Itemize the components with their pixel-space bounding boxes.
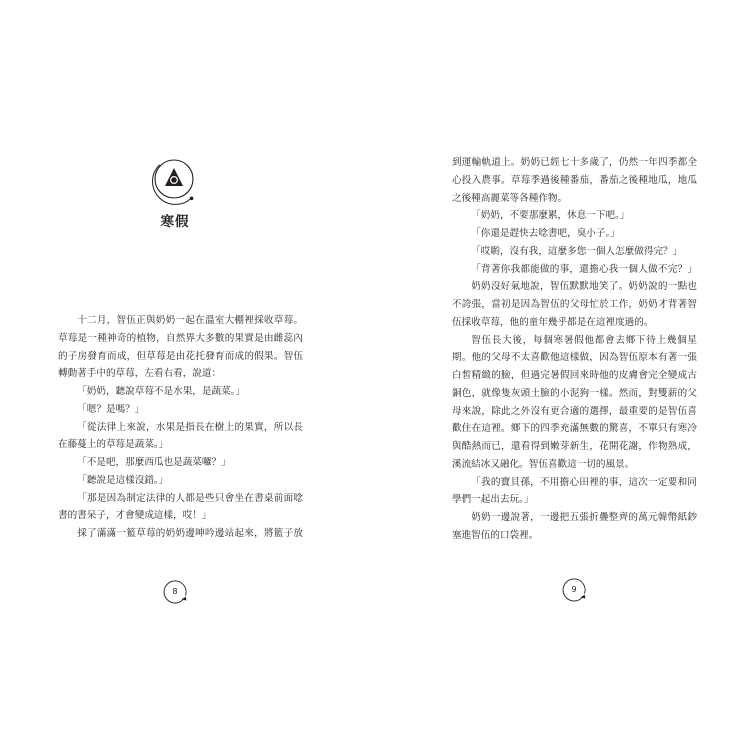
text-line: 之後種高麗菜等各種作物。 xyxy=(452,192,568,204)
text-line: 學們一起出去玩。」 xyxy=(452,494,534,506)
text-line: 草莓是一種神奇的植物，自然界大多數的果實是由雌蕊內 xyxy=(58,332,303,344)
text-line: 「不是吧，那麼西瓜也是蔬菜囉？」 xyxy=(77,457,231,468)
text-line: 智伍長大後，每個寒暑假他都會去鄉下待上幾個星 xyxy=(471,334,697,346)
text-line: 「我的寶貝孫，不用擔心田裡的事，這次一定要和同 xyxy=(471,476,697,488)
page-number: 9 xyxy=(571,585,577,594)
page-number-badge xyxy=(161,578,191,608)
text-line: 塞進智伍的口袋裡。 xyxy=(452,529,539,541)
text-line: 伍採收草莓，他的童年幾乎都是在這裡度過的。 xyxy=(452,316,654,328)
text-line: 與酷熱而已，還看得到嫩芽新生，花開花謝，作物熟成， xyxy=(452,441,697,452)
text-line: 在藤蔓上的草莓是蔬菜。」 xyxy=(58,439,169,451)
text-line: 溪流結冰又融化。智伍喜歡這一切的風景。 xyxy=(452,458,635,470)
right-page-body xyxy=(452,154,697,545)
text-line: 「聽說是這樣沒錯。」 xyxy=(77,474,169,486)
text-line: 歡住在這裡。鄉下的四季充滿無數的驚喜，不單只有寒冷 xyxy=(452,423,697,435)
orbit-triangle-icon xyxy=(145,150,205,210)
text-line: 奶奶一邊說著，一邊把五張折疊整齊的萬元韓幣紙鈔 xyxy=(471,512,697,523)
text-line: 「哎喲，沒有我，這麼多您一個人怎麼做得完？」 xyxy=(471,245,683,257)
text-line: 「背著你我都能做的事，還擔心我一個人做不完？」 xyxy=(471,263,697,275)
text-line: 「奶奶，不要那麼累，休息一下吧。」 xyxy=(471,210,630,222)
text-line: 「你還是趕快去唸書吧，臭小子。」 xyxy=(471,228,620,239)
page-number: 8 xyxy=(172,587,178,596)
page-number-badge xyxy=(560,576,590,606)
text-line: 十二月，智伍正與奶奶一起在溫室大棚裡採收草莓。 xyxy=(77,315,303,326)
text-line: 的子房發育而成，但草莓是由花托發育而成的假果。智伍 xyxy=(58,350,303,362)
text-line: 期。他的父母不太喜歡他這樣做，因為智伍原本有著一張 xyxy=(452,352,697,364)
chapter-title: 寒假 xyxy=(160,214,190,230)
text-line: 「奶奶，聽說草莓不是水果，是蔬菜。」 xyxy=(77,386,246,397)
text-line: 「嗯？是嗎？」 xyxy=(77,403,145,415)
text-line: 銅色，就像隻灰頭土臉的小泥狗一樣。然而，對雙薪的父 xyxy=(452,387,697,399)
text-line: 書的書呆子，才會變成這樣，哎！」 xyxy=(58,510,212,522)
text-line: 心投入農事。草莓季過後種番茄，番茄之後種地瓜，地瓜 xyxy=(452,174,697,186)
text-line: 到運輸軌道上。奶奶已經七十多歲了，仍然一年四季都全 xyxy=(452,157,697,168)
left-page-body xyxy=(58,312,303,543)
text-line: 奶奶沒好氣地說，智伍默默地笑了。奶奶說的一點也 xyxy=(471,281,697,293)
text-line: 母來說，除此之外沒有更合適的選擇，最重要的是智伍喜 xyxy=(452,405,697,417)
text-line: 「從法律上來說，水果是指長在樹上的果實，所以長 xyxy=(77,421,303,433)
text-line: 白皙精緻的臉，但過完暑假回來時他的皮膚會完全變成古 xyxy=(452,370,697,381)
text-line: 轉動著手中的草莓，左看右看，說道： xyxy=(58,368,222,380)
text-line: 採了滿滿一籃草莓的奶奶邊呻吟邊站起來，將籃子放 xyxy=(77,528,303,539)
text-line: 不誇張，當初是因為智伍的父母忙於工作，奶奶才背著智 xyxy=(452,299,697,310)
text-line: 「那是因為制定法律的人都是些只會坐在書桌前面唸 xyxy=(77,492,303,504)
